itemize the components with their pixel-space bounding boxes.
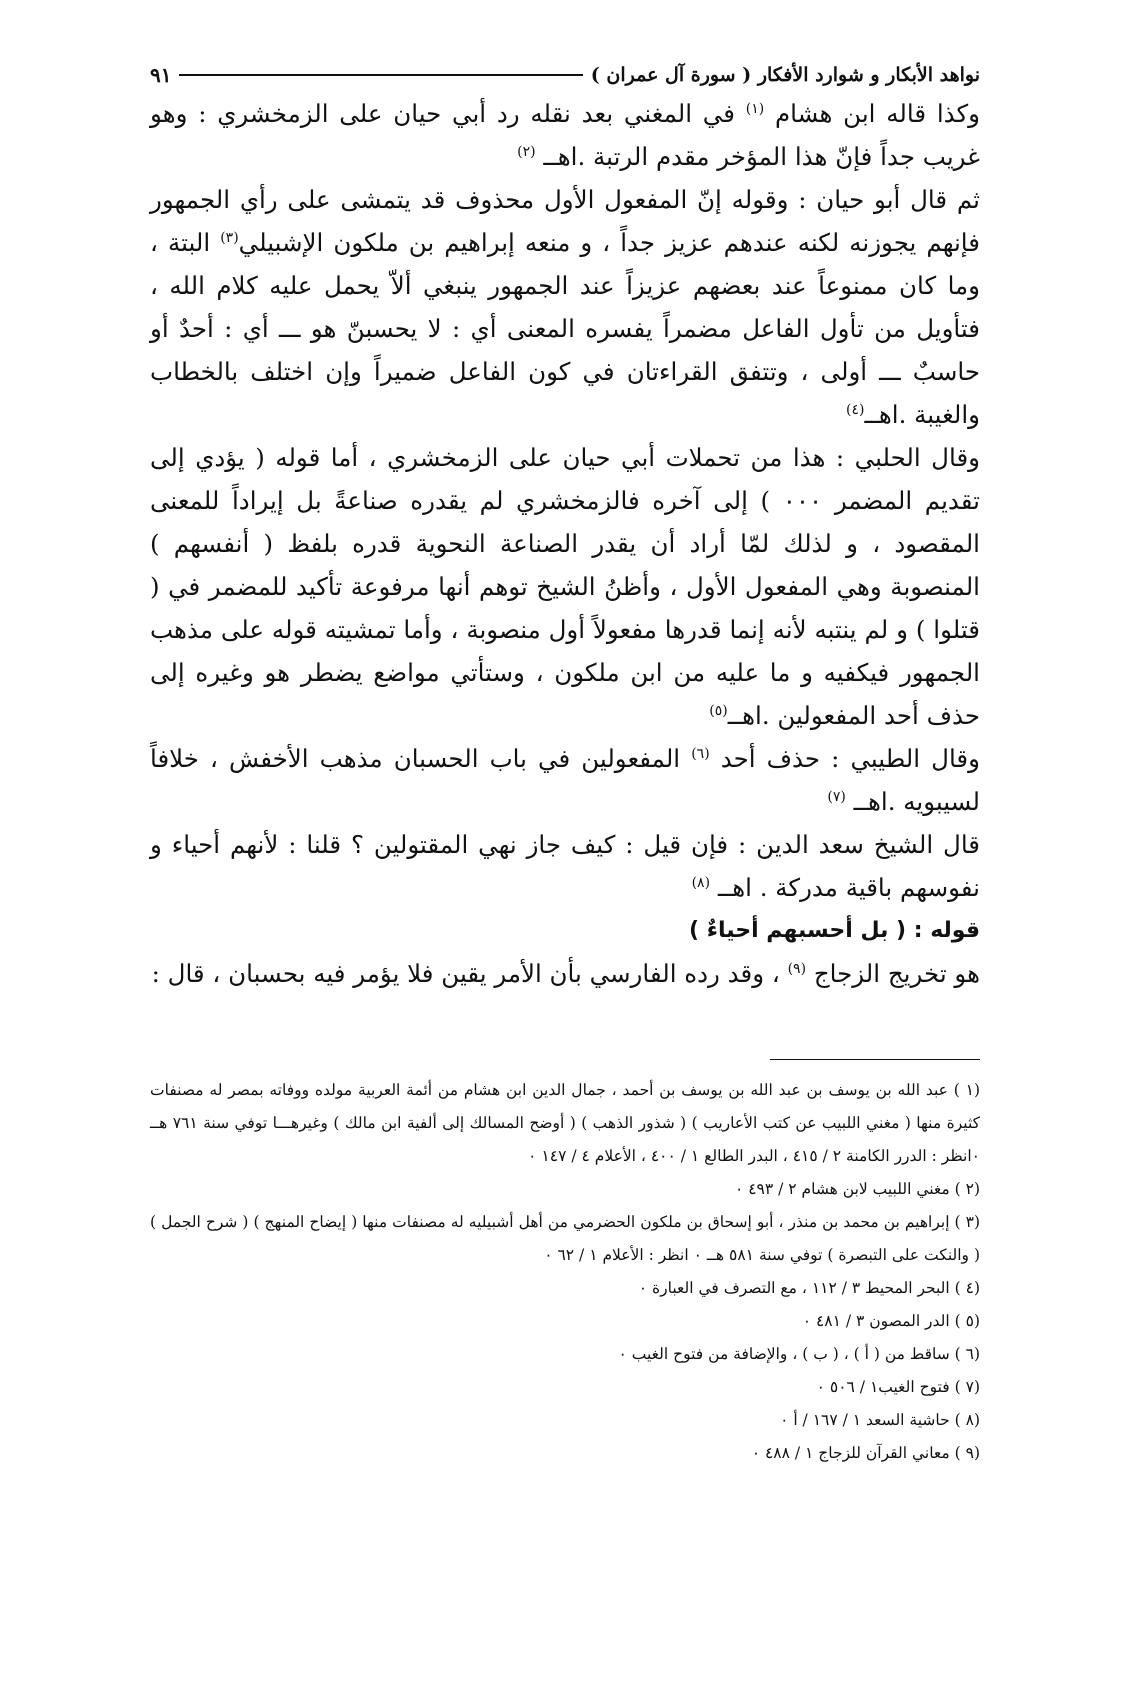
paragraph: هو تخريج الزجاج $^{(٩)}$ ، وقد رده الفارسي بأن الأمر يقين فلا يؤمر فيه بحسبان ، قال :: [151, 959, 980, 988]
footnote-ref: (٩): [787, 960, 807, 977]
paragraph: ثم قال أبو حيان : وقوله إنّ المفعول الأول محذوف قد يتمشى على رأي الجمهور فإنهم يجوزنه لكنه عندهم عزيز جداً ، و منعه إبراهيم بن ملكون الإشبيلي$^{(٣)}$ البتة ، وما كان ممنوعاً عند بعضهم عزيزاً عند الجمهور ينبغي ألاّ يحمل عليه كلام الله ، فتأويل من تأول الفاعل مضمراً يفسره المعنى أي : لا يحسبنّ هو ـــ أي : أحدٌ أو حاسبٌ ـــ أولى ، وتتفق القراءتان في كون الفاعل ضميراً وإن اختلف بالخطاب والغيبة .اهــ$^{(٤)}$: [150, 185, 980, 429]
paragraph: وقال الحلبي : هذا من تحملات أبي حيان على الزمخشري ، أما قوله ( يؤدي إلى تقديم المضمر ٠٠٠ ) إلى آخره فالزمخشري لم يقدره صناعةً بل إيراداً للمعنى المقصود ، و لذلك لمّا أراد أن يقدر الصناعة النحوية قدره بلفظ ( أنفسهم ) المنصوبة وهي المفعول الأول ، وأظنُ الشيخ توهم أنها مرفوعة تأكيد للمضمر في ( قتلوا ) و لم ينتبه لأنه إنما قدرها مفعولاً أول منصوبة ، وأما تمشيته قوله على مذهب الجمهور فيكفيه و ما عليه من ابن ملكون ، وستأتي مواضع يضطر هو وغيره إلى حذف أحد المفعولين .اهــ$^{(٥)}$: [150, 443, 980, 730]
footnote-ref: (٧): [827, 788, 846, 805]
footnote: (١ ) عبد الله بن يوسف بن عبد الله بن يوسف بن أحمد ، جمال الدين ابن هشام من أئمة العربية مولده ووفاته بمصر له مصنفات كثيرة منها ( مغني اللبيب عن كتب الأعاريب ) ( شذور الذهب ) ( أوضح المسالك إلى ألفية ابن مالك ) وغيرهـــا توفي سنة ٧٦١ هــ ٠انظر : الدرر الكامنة ٢ / ٤١٥ ، البدر الطالع ١ / ٤٠٠ ، الأعلام ٤ / ١٤٧ ٠: [150, 1081, 980, 1165]
running-header: [150, 58, 980, 92]
footnote-separator: [770, 1059, 980, 1060]
footnote-ref: (٢): [517, 143, 536, 160]
footnote-ref: (٦): [691, 745, 710, 762]
footnote-ref: (٨): [691, 874, 711, 891]
footnote-ref: (٤): [846, 401, 865, 418]
footnote: (٦ ) ساقط من ( أ ) ، ( ب ) ، والإضافة من فتوح الغيب ٠: [618, 1345, 980, 1363]
page-number: ٩١: [150, 63, 172, 87]
footnote-ref: (٣): [220, 229, 239, 246]
main-text: [150, 92, 980, 995]
footnote-ref: (٥): [709, 702, 728, 719]
footnote: (٣ ) إبراهيم بن محمد بن منذر ، أبو إسحاق بن ملكون الحضرمي من أهل أشبيليه له مصنفات منها ( إيضاح المنهج ) ( شرح الجمل ) ( والنكت على التبصرة ) توفي سنة ٥٨١ هــ ٠ انظر : الأعلام ١ / ٦٢ ٠: [150, 1213, 980, 1264]
footnote: (٨ ) حاشية السعد ١ / ١٦٧ / أ ٠: [780, 1411, 980, 1429]
section-heading: قوله : ( بل أحسبهم أحياءٌ ): [689, 918, 980, 943]
footnote: (٩ ) معاني القرآن للزجاج ١ / ٤٨٨ ٠: [751, 1444, 980, 1462]
paragraph: وكذا قاله ابن هشام $^{(١)}$ في المغني بعد نقله رد أبي حيان على الزمخشري : وهو غريب جداً فإنّ هذا المؤخر مقدم الرتبة .اهــ $^{(٢)}$: [150, 99, 980, 171]
paragraph: قال الشيخ سعد الدين : فإن قيل : كيف جاز نهي المقتولين ؟ قلنا : لأنهم أحياء و نفوسهم باقية مدركة . اهــ $^{(٨)}$: [150, 830, 980, 902]
footnote: (٢ ) مغني اللبيب لابن هشام ٢ / ٤٩٣ ٠: [734, 1180, 980, 1198]
footnote: (٤ ) البحر المحيط ٣ / ١١٢ ، مع التصرف في العبارة ٠: [638, 1279, 980, 1297]
paragraph: وقال الطيبي : حذف أحد $^{(٦)}$ المفعولين في باب الحسبان مذهب الأخفش ، خلافاً لسيبويه .اهــ $^{(٧)}$: [150, 744, 980, 816]
header-title: نواهد الأبكار و شوارد الأفكار ( سورة آل عمران ): [590, 64, 980, 86]
footnote-ref: (١): [745, 100, 765, 117]
footnote: (٧ ) فتوح الغيب١ / ٥٠٦ ٠: [816, 1378, 980, 1396]
footnote: (٥ ) الدر المصون ٣ / ٤٨١ ٠: [802, 1312, 980, 1330]
footnotes: [150, 1074, 980, 1470]
header-rule: [179, 74, 582, 76]
document-page: [150, 58, 980, 1470]
